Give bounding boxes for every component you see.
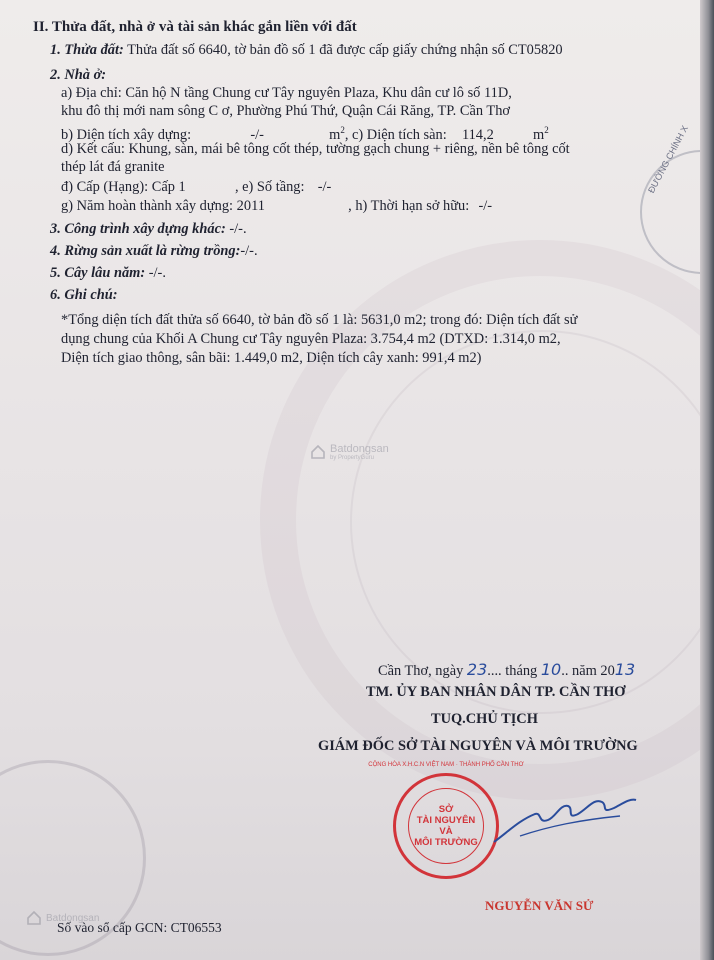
watermark-tagline: by PropertyGuru [330,455,375,461]
registry-value: CT06553 [170,920,222,935]
item5-row [50,264,166,282]
signer-line3: GIÁM ĐỐC SỞ TÀI NGUYÊN VÀ MÔI TRƯỜNG [318,738,638,754]
watermark [310,443,389,461]
side-stamp-text: ĐƯỜNG CHÍNH X [646,123,690,195]
date-month: 10 [540,660,562,679]
registry-row [57,919,222,937]
item4-value: -/-. [240,243,258,259]
item5-value: -/-. [148,265,166,281]
year-row [61,197,492,215]
item2-label: 2. Nhà ở: [50,67,107,83]
item4-label: 4. Rừng sản xuất là rừng trồng: [50,243,241,259]
page-edge [700,0,714,960]
watermark-bottom-brand: Batdongsan [46,912,100,924]
signer-line1: TM. ỦY BAN NHÂN DÂN TP. CẦN THƠ [366,684,626,700]
address-line1: a) Địa chỉ: Căn hộ N tầng Chung cư Tây nguyên Plaza, Khu dân cư lô số 11D, [61,85,512,101]
note-line1: *Tổng diện tích đất thửa số 6640, tờ bản đồ số 1 là: 5631,0 m2; trong đó: Diện tích đất sử [61,312,578,328]
floors-value: -/- [317,179,332,195]
item3-label: 3. Công trình xây dựng khác: [50,221,226,237]
term-value: -/- [478,198,493,214]
signature-mark [490,790,640,850]
area-floor-label: , c) Diện tích sàn: [344,126,447,143]
grade-row [61,178,331,196]
stamp-line4: MÔI TRƯỜNG [414,837,478,848]
item1-row [50,41,563,59]
item3-value: -/-. [229,221,247,237]
stamp-line3: VÀ [439,826,453,837]
year-label: g) Năm hoàn thành xây dựng: [61,198,234,214]
watermark-brand: Batdongsan [330,443,389,455]
year-value: 2011 [236,198,265,214]
date-year-label: năm 20 [572,663,615,679]
area-build-value: -/- [250,126,264,143]
date-place: Cần Thơ, ngày [378,663,464,679]
section-title: II. Thửa đất, nhà ở và tài sản khác gắn liền với đất [33,19,357,35]
item1-text: Thửa đất số 6640, tờ bản đồ số 1 đã được cấp giấy chứng nhận số CT05820 [127,42,563,58]
stamp-ring-text: CỘNG HÒA X.H.C.N VIỆT NAM · THÀNH PHỐ CẦN THƠ [368,762,524,768]
date-day: 23 [466,660,488,679]
item5-label: 5. Cây lâu năm: [50,265,146,281]
grade-label: đ) Cấp (Hạng): [61,179,149,195]
house-icon [310,444,326,460]
official-stamp [368,762,524,879]
floors-label: , e) Số tầng: [234,179,305,195]
area-floor-unit: m [533,126,545,143]
registry-label: Số vào sổ cấp GCN: [57,920,168,935]
item6-label: 6. Ghi chú: [50,287,118,303]
date-month-label: tháng [505,663,538,679]
note-line2: dụng chung của Khối A Chung cư Tây nguyên Plaza: 3.754,4 m2 (DTXD: 1.314,0 m2, [61,331,561,347]
term-label: , h) Thời hạn sở hữu: [348,198,470,214]
area-floor-value: 114,2 [461,126,494,143]
address-line2: khu đô thị mới nam sông C ơ, Phường Phú Thứ, Quận Cái Răng, TP. Cần Thơ [61,103,510,119]
side-stamp [640,123,700,274]
area-build-label: b) Diện tích xây dựng: [61,126,192,143]
grade-value: Cấp 1 [151,179,186,195]
area-build-unit: m [329,126,341,143]
item1-label: 1. Thửa đất: [50,42,124,58]
note-line3: Diện tích giao thông, sân bãi: 1.449,0 m2, Diện tích cây xanh: 991,4 m2) [61,350,482,366]
stamp-line2: TÀI NGUYÊN [416,815,476,826]
house-icon [26,910,42,926]
structure-line1: d) Kết cấu: Khung, sàn, mái bê tông cốt thép, tường gạch chung + riêng, nền bê tông cốt [61,141,570,157]
signer-line2: TUQ.CHỦ TỊCH [431,711,538,727]
structure-line2: thép lát đá granite [61,159,165,175]
item3-row [50,220,247,238]
signer-name: NGUYỄN VĂN SỬ [485,898,594,913]
stamp-line1: SỞ [438,804,454,815]
item4-row [50,242,258,260]
date-row: Cần Thơ, ngày 23.... tháng 10.. năm 2013 [378,660,636,679]
area-row: b) Diện tích xây dựng: -/- $m^2$, c) Diện tích sàn: 114,2 $m^2$ [61,125,549,143]
date-year: 13 [614,660,636,679]
